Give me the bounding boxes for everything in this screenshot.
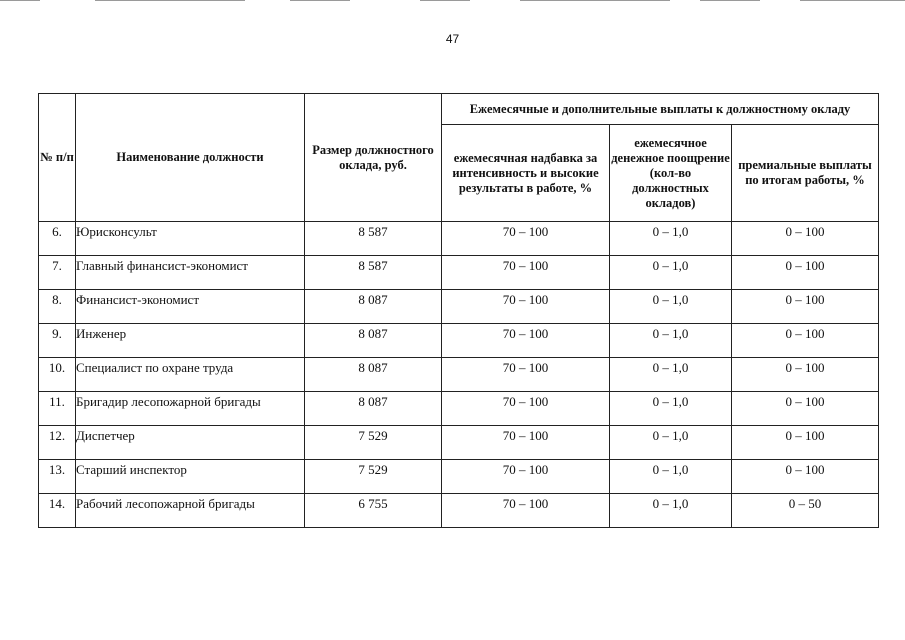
incentive-value: 0 – 1,0 [610, 222, 732, 256]
row-number: 8. [39, 290, 76, 324]
intensity-value: 70 – 100 [442, 222, 610, 256]
salary-value: 7 529 [305, 426, 442, 460]
table-row [39, 494, 879, 528]
intensity-value: 70 – 100 [442, 358, 610, 392]
table-header [39, 94, 879, 222]
header-row [39, 94, 879, 125]
incentive-value: 0 – 1,0 [610, 324, 732, 358]
scan-edge-line [0, 0, 40, 1]
row-number: 9. [39, 324, 76, 358]
salary-table [38, 93, 879, 528]
row-number: 10. [39, 358, 76, 392]
position-name: Рабочий лесопожарной бригады [76, 494, 305, 528]
row-number: 7. [39, 256, 76, 290]
bonus-value: 0 – 100 [732, 324, 879, 358]
table-row [39, 324, 879, 358]
bonus-value: 0 – 100 [732, 290, 879, 324]
intensity-value: 70 – 100 [442, 256, 610, 290]
scan-edge-line [800, 0, 905, 1]
salary-value: 8 087 [305, 324, 442, 358]
bonus-value: 0 – 100 [732, 256, 879, 290]
header-num: № п/п [39, 94, 76, 222]
salary-value: 8 087 [305, 392, 442, 426]
header-salary: Размер должностного оклада, руб. [305, 94, 442, 222]
table-row [39, 392, 879, 426]
row-number: 11. [39, 392, 76, 426]
row-number: 12. [39, 426, 76, 460]
salary-value: 8 087 [305, 290, 442, 324]
row-number: 13. [39, 460, 76, 494]
position-name: Главный финансист-экономист [76, 256, 305, 290]
incentive-value: 0 – 1,0 [610, 426, 732, 460]
incentive-value: 0 – 1,0 [610, 460, 732, 494]
table-row [39, 290, 879, 324]
table-row [39, 222, 879, 256]
position-name: Диспетчер [76, 426, 305, 460]
bonus-value: 0 – 100 [732, 392, 879, 426]
table-row [39, 426, 879, 460]
position-name: Юрисконсульт [76, 222, 305, 256]
intensity-value: 70 – 100 [442, 324, 610, 358]
page-number: 47 [445, 32, 460, 46]
bonus-value: 0 – 100 [732, 358, 879, 392]
scan-edge-line [95, 0, 245, 1]
position-name: Старший инспектор [76, 460, 305, 494]
position-name: Специалист по охране труда [76, 358, 305, 392]
incentive-value: 0 – 1,0 [610, 392, 732, 426]
header-bonus: премиальные выплаты по итогам работы, % [732, 125, 879, 222]
row-number: 14. [39, 494, 76, 528]
table-row [39, 460, 879, 494]
position-name: Финансист-экономист [76, 290, 305, 324]
header-position: Наименование должности [76, 94, 305, 222]
bonus-value: 0 – 100 [732, 222, 879, 256]
table-body [39, 222, 879, 528]
incentive-value: 0 – 1,0 [610, 494, 732, 528]
position-name: Бригадир лесопожарной бригады [76, 392, 305, 426]
intensity-value: 70 – 100 [442, 290, 610, 324]
scan-edge-line [700, 0, 760, 1]
bonus-value: 0 – 100 [732, 460, 879, 494]
position-name: Инженер [76, 324, 305, 358]
table-row [39, 256, 879, 290]
intensity-value: 70 – 100 [442, 392, 610, 426]
incentive-value: 0 – 1,0 [610, 256, 732, 290]
header-payments-group: Ежемесячные и дополнительные выплаты к должностному окладу [442, 94, 879, 125]
scan-edge-line [420, 0, 470, 1]
bonus-value: 0 – 50 [732, 494, 879, 528]
incentive-value: 0 – 1,0 [610, 358, 732, 392]
header-intensity: ежемесячная надбавка за интенсивность и высокие результаты в работе, % [442, 125, 610, 222]
table-row [39, 358, 879, 392]
salary-value: 8 587 [305, 256, 442, 290]
intensity-value: 70 – 100 [442, 426, 610, 460]
row-number: 6. [39, 222, 76, 256]
intensity-value: 70 – 100 [442, 494, 610, 528]
incentive-value: 0 – 1,0 [610, 290, 732, 324]
salary-value: 8 087 [305, 358, 442, 392]
salary-value: 8 587 [305, 222, 442, 256]
intensity-value: 70 – 100 [442, 460, 610, 494]
scan-edge-line [290, 0, 350, 1]
header-incentive: ежемесячное денежное поощрение (кол-во должностных окладов) [610, 125, 732, 222]
scan-edge-line [520, 0, 670, 1]
bonus-value: 0 – 100 [732, 426, 879, 460]
salary-value: 6 755 [305, 494, 442, 528]
salary-value: 7 529 [305, 460, 442, 494]
